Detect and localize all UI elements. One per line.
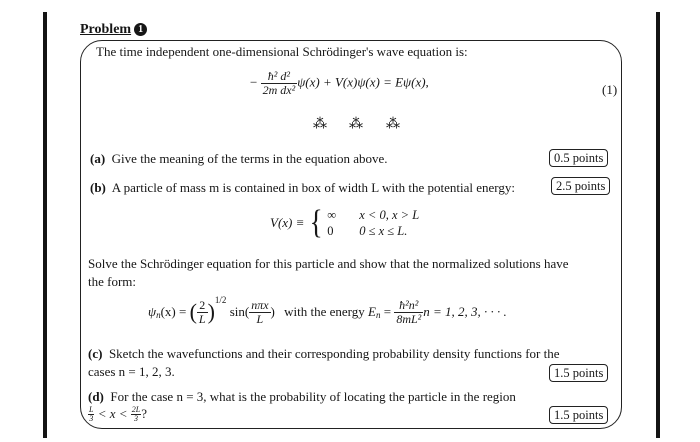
sin-function: sin(	[229, 304, 250, 320]
region-inequality: < x <	[97, 406, 128, 422]
coefficient-fraction	[197, 299, 208, 326]
kinetic-fraction	[261, 70, 298, 97]
part-d	[88, 389, 516, 405]
sin-arg-numerator: nπx	[251, 297, 269, 312]
case-2-condition: 0 ≤ x ≤ L.	[359, 224, 408, 238]
left-margin-bar	[43, 12, 47, 438]
equation-number: (1)	[602, 82, 618, 97]
part-d-points: 1.5 points	[549, 406, 608, 424]
part-c-line-2: cases n = 1, 2, 3.	[88, 364, 175, 379]
upper-numerator: 2L	[131, 404, 141, 414]
lower-denominator: 3	[89, 413, 94, 423]
energy-subscript: n	[375, 310, 381, 320]
case-2-value: 0	[327, 224, 334, 238]
kinetic-denominator: 2m dx²	[262, 83, 296, 97]
close-paren: )	[207, 299, 215, 325]
coef-power: 1/2	[214, 295, 227, 305]
sin-close: )	[270, 304, 275, 320]
minus-sign: −	[250, 74, 258, 90]
part-a	[90, 151, 387, 167]
solution-formula	[148, 295, 507, 326]
upper-denominator: 3	[134, 413, 138, 423]
part-a-text: Give the meaning of the terms in the equation above.	[111, 151, 388, 166]
part-d-label: (d)	[88, 389, 104, 404]
region-upper-fraction	[131, 406, 141, 423]
part-d-line-1: For the case n = 3, what is the probability of locating the particle in the region	[110, 389, 516, 404]
open-paren: (	[189, 299, 197, 325]
part-d-region	[88, 405, 147, 423]
psi-subscript: n	[156, 310, 161, 320]
left-brace: {	[309, 204, 323, 241]
question-mark: ?	[141, 406, 148, 422]
potential-case-2	[327, 223, 419, 239]
lower-numerator: L	[89, 404, 94, 414]
psi-symbol: ψ	[148, 304, 157, 320]
potential-case-1	[327, 207, 419, 223]
part-c	[88, 346, 560, 362]
potential-definition	[270, 204, 420, 241]
case-1-condition: x < 0, x > L	[359, 208, 420, 222]
schrodinger-equation	[250, 70, 429, 97]
potential-lhs: V(x) ≡	[270, 215, 305, 230]
potential-cases	[327, 207, 419, 239]
sin-argument-fraction	[249, 299, 270, 326]
sin-arg-denominator: L	[256, 311, 264, 326]
problem-number-badge: 1	[134, 23, 147, 36]
coef-numerator: 2	[197, 299, 208, 313]
problem-heading: Problem 1	[80, 22, 147, 38]
separator-star-2: ⁂	[349, 117, 363, 132]
part-b-text: A particle of mass m is contained in box of width L with the potential energy:	[111, 180, 515, 195]
region-lower-fraction	[88, 406, 94, 423]
solve-line-1: Solve the Schrödinger equation for this particle and show that the normalized solutions have	[88, 256, 569, 271]
energy-numerator: ħ²n²	[394, 299, 423, 313]
part-c-line-1: Sketch the wavefunctions and their corresponding probability density functions for the	[108, 346, 560, 361]
part-b-points: 2.5 points	[551, 177, 610, 195]
intro-text: The time independent one-dimensional Schrödinger's wave equation is:	[96, 44, 468, 59]
energy-equals: =	[383, 304, 392, 320]
part-b	[90, 180, 515, 196]
separator-star-3: ⁂	[386, 117, 400, 132]
coef-denominator: L	[198, 311, 206, 326]
right-margin-bar	[656, 12, 660, 438]
solve-line-2: the form:	[88, 274, 137, 289]
energy-denominator: 8mL²	[396, 311, 422, 326]
kinetic-numerator: ħ² d²	[261, 70, 298, 84]
equation-rest: ψ(x) + V(x)ψ(x) = Eψ(x),	[297, 74, 429, 90]
part-c-label: (c)	[88, 346, 103, 361]
energy-fraction	[394, 299, 423, 326]
part-a-points: 0.5 points	[549, 149, 608, 167]
energy-symbol: E	[368, 304, 376, 320]
n-range: n = 1, 2, 3, · · · .	[423, 304, 507, 320]
separator-star-1: ⁂	[313, 117, 327, 132]
part-c-points: 1.5 points	[549, 364, 608, 382]
part-a-label: (a)	[90, 151, 106, 166]
with-energy-text: with the energy	[284, 304, 365, 320]
part-b-label: (b)	[90, 180, 106, 195]
psi-argument: (x) =	[160, 304, 187, 320]
case-1-value: ∞	[327, 208, 337, 222]
